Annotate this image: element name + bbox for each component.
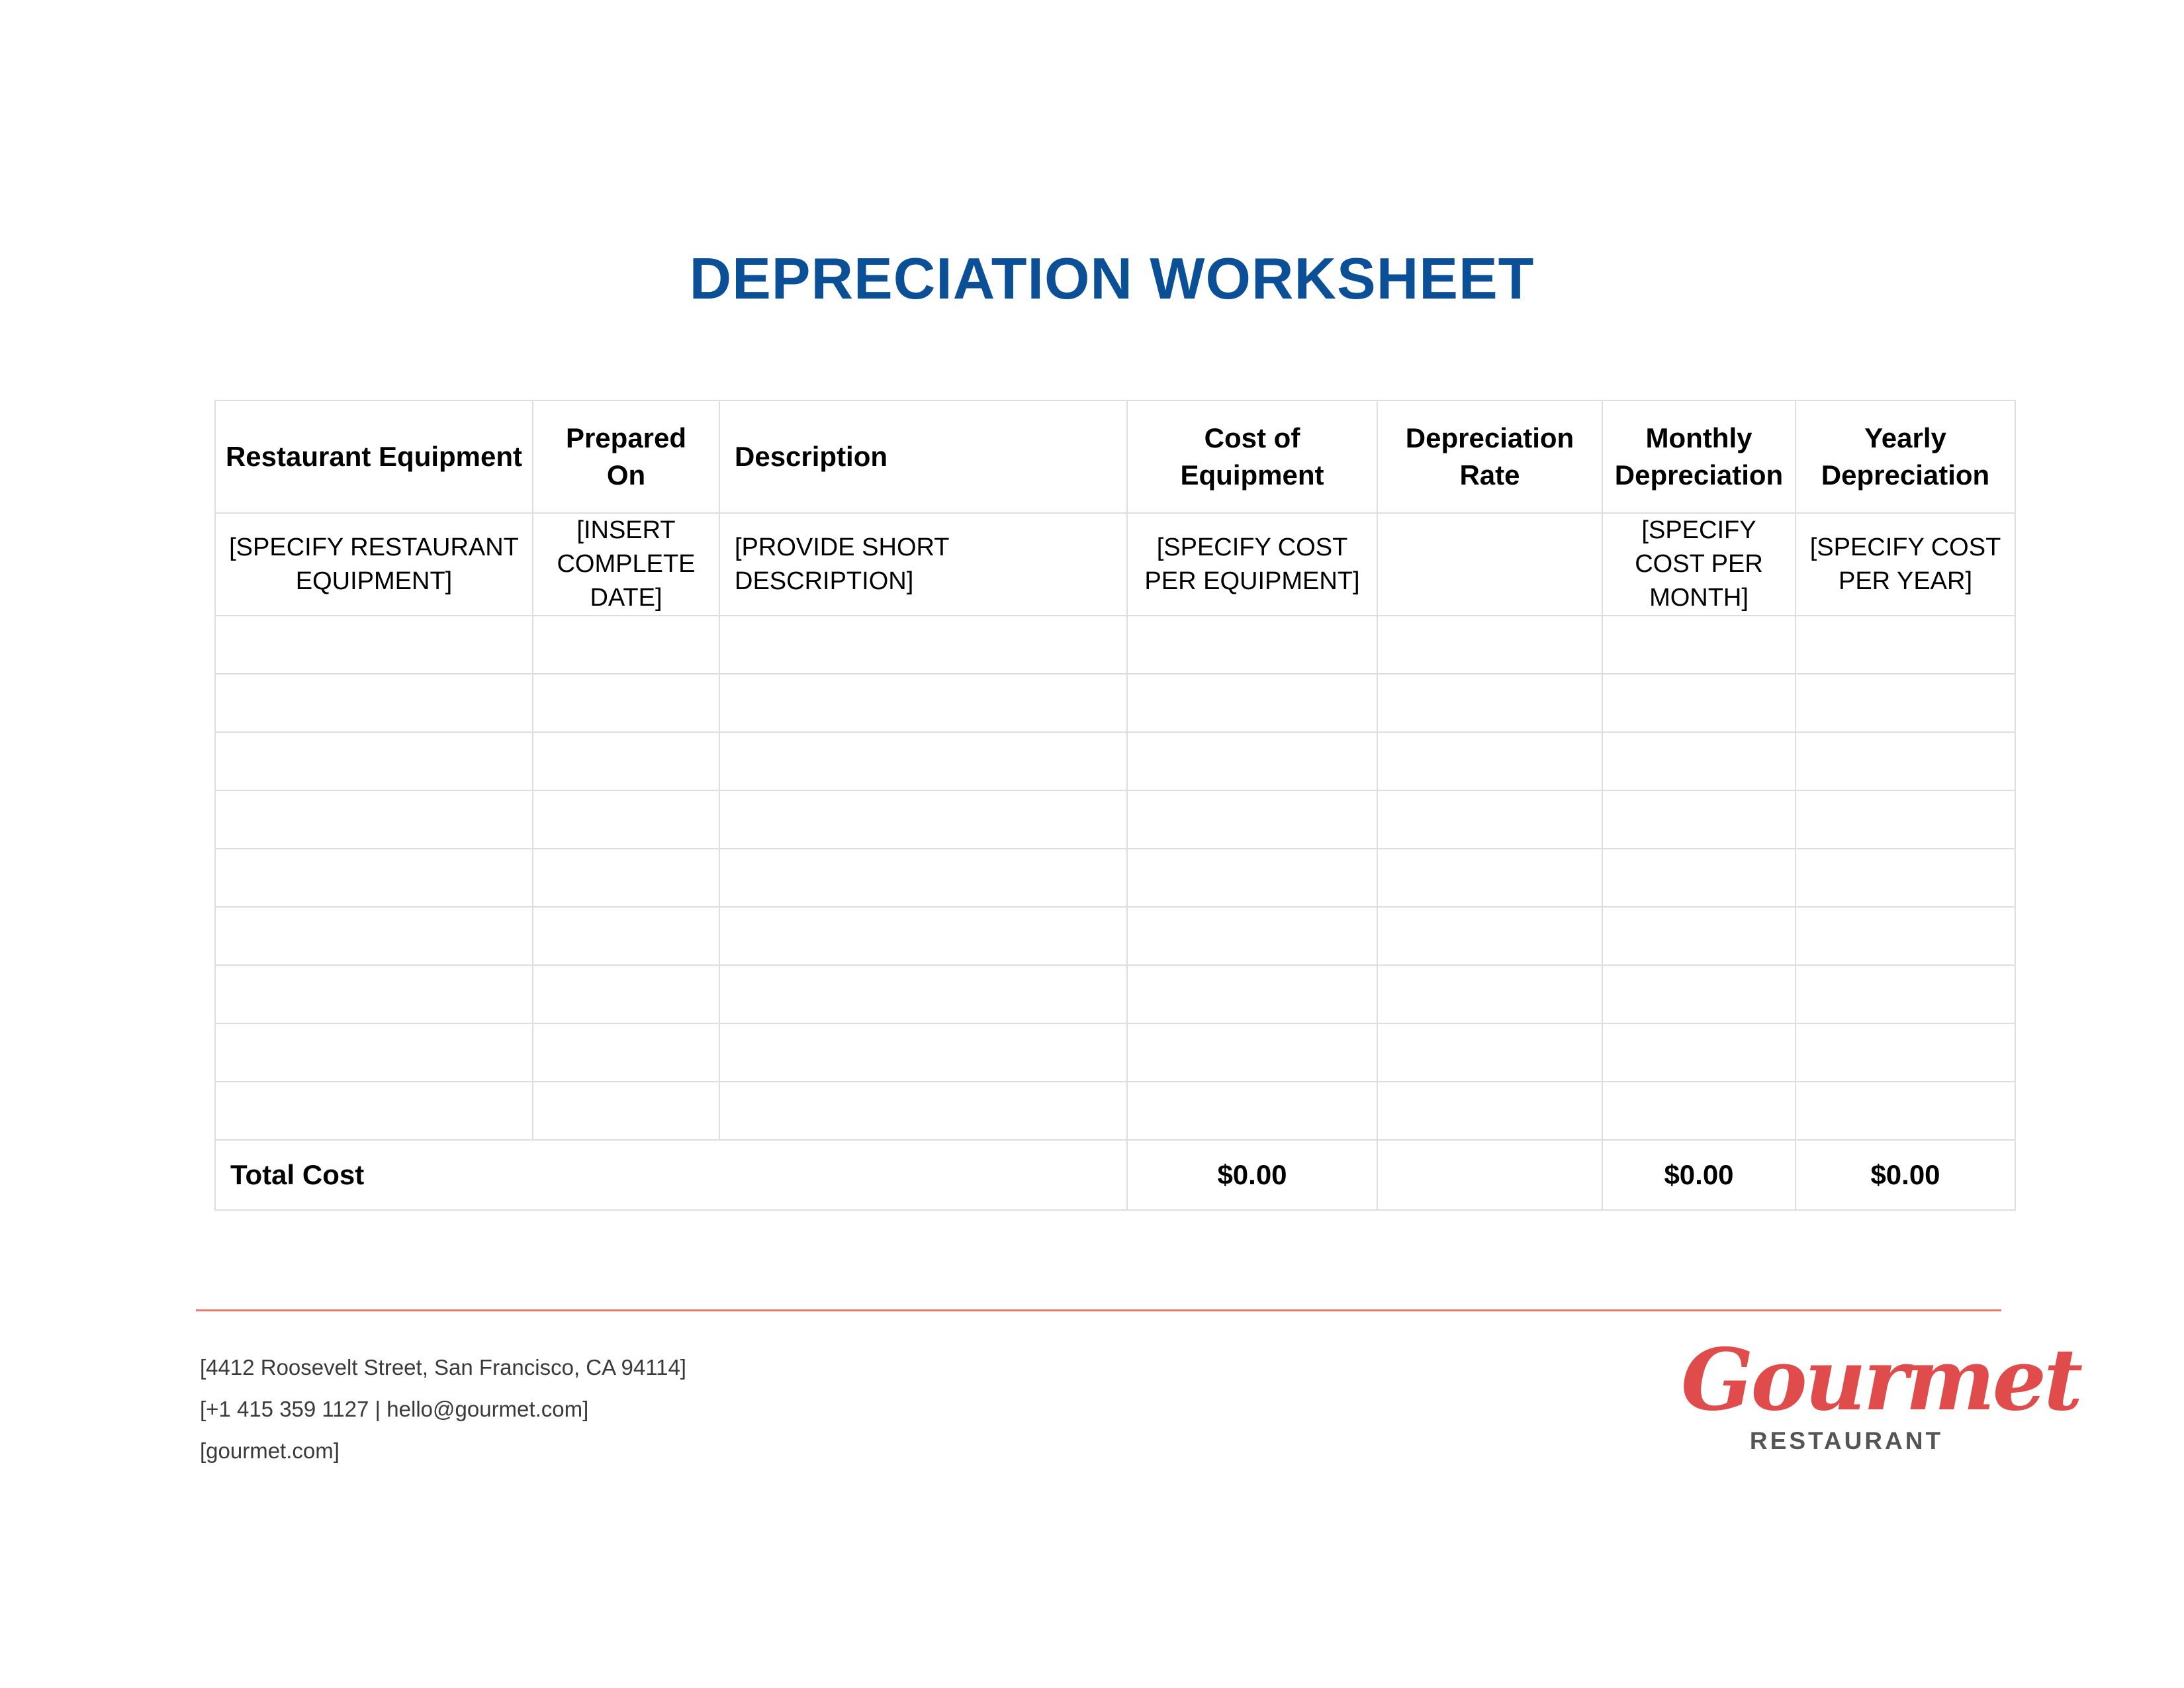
table-row (215, 732, 2015, 790)
cell-cost[interactable] (1127, 965, 1377, 1023)
cell-yearly[interactable] (1796, 674, 2015, 732)
cell-cost[interactable] (1127, 907, 1377, 965)
header-restaurant-equipment: Restaurant Equipment (215, 400, 533, 513)
logo-name: Gourmet (1681, 1331, 2081, 1430)
cell-prepared-on[interactable] (533, 849, 719, 907)
cell-monthly[interactable] (1602, 1023, 1796, 1082)
header-monthly-depreciation: Monthly Depreciation (1602, 400, 1796, 513)
cell-description[interactable] (719, 1023, 1127, 1082)
table-row (215, 965, 2015, 1023)
cell-yearly[interactable]: [SPECIFY COST PER YEAR] (1796, 513, 2015, 616)
cell-monthly[interactable] (1602, 674, 1796, 732)
cell-rate[interactable] (1377, 513, 1602, 616)
cell-prepared-on[interactable]: [INSERT COMPLETE DATE] (533, 513, 719, 616)
cell-cost[interactable] (1127, 849, 1377, 907)
header-cost-of-equipment: Cost of Equipment (1127, 400, 1377, 513)
cell-prepared-on[interactable] (533, 907, 719, 965)
cell-yearly[interactable] (1796, 907, 2015, 965)
cell-cost[interactable] (1127, 616, 1377, 674)
header-description: Description (719, 400, 1127, 513)
cell-equipment[interactable] (215, 965, 533, 1023)
cell-prepared-on[interactable] (533, 1023, 719, 1082)
table-row (215, 849, 2015, 907)
cell-equipment[interactable] (215, 907, 533, 965)
depreciation-table (214, 400, 2016, 1211)
cell-rate[interactable] (1377, 790, 1602, 849)
cell-rate[interactable] (1377, 907, 1602, 965)
cell-monthly[interactable] (1602, 790, 1796, 849)
total-yearly-value: $0.00 (1796, 1140, 2015, 1210)
cell-prepared-on[interactable] (533, 965, 719, 1023)
cell-yearly[interactable] (1796, 732, 2015, 790)
cell-description[interactable] (719, 732, 1127, 790)
total-monthly-value: $0.00 (1602, 1140, 1796, 1210)
table-row (215, 790, 2015, 849)
cell-description[interactable] (719, 965, 1127, 1023)
cell-monthly[interactable] (1602, 616, 1796, 674)
total-row (215, 1140, 2015, 1210)
header-yearly-depreciation: Yearly Depreciation (1796, 400, 2015, 513)
footer-divider (196, 1309, 2001, 1311)
cell-equipment[interactable] (215, 790, 533, 849)
cell-monthly[interactable] (1602, 965, 1796, 1023)
cell-description[interactable] (719, 790, 1127, 849)
cell-rate[interactable] (1377, 965, 1602, 1023)
cell-equipment[interactable] (215, 674, 533, 732)
cell-rate[interactable] (1377, 1082, 1602, 1140)
cell-description[interactable] (719, 674, 1127, 732)
table-row (215, 674, 2015, 732)
cell-rate[interactable] (1377, 616, 1602, 674)
table-row (215, 1023, 2015, 1082)
cell-equipment[interactable] (215, 1023, 533, 1082)
website-text: [gourmet.com] (200, 1438, 340, 1463)
cell-monthly[interactable] (1602, 907, 1796, 965)
cell-rate[interactable] (1377, 1023, 1602, 1082)
table-row (215, 616, 2015, 674)
cell-description[interactable] (719, 849, 1127, 907)
cell-yearly[interactable] (1796, 849, 2015, 907)
header-prepared-on: Prepared On (533, 400, 719, 513)
cell-yearly[interactable] (1796, 1023, 2015, 1082)
header-row (215, 400, 2015, 513)
cell-monthly[interactable]: [SPECIFY COST PER MONTH] (1602, 513, 1796, 616)
total-cost-value: $0.00 (1127, 1140, 1377, 1210)
cell-cost[interactable] (1127, 674, 1377, 732)
cell-rate[interactable] (1377, 674, 1602, 732)
cell-rate[interactable] (1377, 732, 1602, 790)
cell-rate[interactable] (1377, 849, 1602, 907)
cell-yearly[interactable] (1796, 1082, 2015, 1140)
cell-prepared-on[interactable] (533, 732, 719, 790)
cell-equipment[interactable] (215, 849, 533, 907)
cell-equipment[interactable]: [SPECIFY RESTAURANT EQUIPMENT] (215, 513, 533, 616)
page-title: DEPRECIATION WORKSHEET (689, 246, 1535, 311)
cell-prepared-on[interactable] (533, 790, 719, 849)
total-rate-value (1377, 1140, 1602, 1210)
address-text: [4412 Roosevelt Street, San Francisco, CA 94114] (200, 1355, 686, 1380)
cell-equipment[interactable] (215, 616, 533, 674)
cell-prepared-on[interactable] (533, 1082, 719, 1140)
table-row (215, 907, 2015, 965)
total-label: Total Cost (215, 1140, 1127, 1210)
cell-monthly[interactable] (1602, 732, 1796, 790)
cell-cost[interactable] (1127, 790, 1377, 849)
contact-block (200, 1346, 686, 1472)
logo-subtitle: RESTAURANT (1749, 1427, 1944, 1454)
cell-description[interactable] (719, 1082, 1127, 1140)
cell-yearly[interactable] (1796, 790, 2015, 849)
cell-description[interactable] (719, 907, 1127, 965)
cell-monthly[interactable] (1602, 1082, 1796, 1140)
header-depreciation-rate: Depreciation Rate (1377, 400, 1602, 513)
cell-cost[interactable] (1127, 1082, 1377, 1140)
gourmet-logo (1681, 1331, 2081, 1476)
cell-cost[interactable] (1127, 732, 1377, 790)
cell-description[interactable]: [PROVIDE SHORT DESCRIPTION] (719, 513, 1127, 616)
cell-yearly[interactable] (1796, 616, 2015, 674)
cell-yearly[interactable] (1796, 965, 2015, 1023)
cell-equipment[interactable] (215, 732, 533, 790)
cell-monthly[interactable] (1602, 849, 1796, 907)
phone-email-text: [+1 415 359 1127 | hello@gourmet.com] (200, 1397, 589, 1421)
table-row (215, 1082, 2015, 1140)
cell-prepared-on[interactable] (533, 674, 719, 732)
table-row (215, 513, 2015, 616)
cell-description[interactable] (719, 616, 1127, 674)
cell-equipment[interactable] (215, 1082, 533, 1140)
cell-cost[interactable]: [SPECIFY COST PER EQUIPMENT] (1127, 513, 1377, 616)
cell-prepared-on[interactable] (533, 616, 719, 674)
cell-cost[interactable] (1127, 1023, 1377, 1082)
